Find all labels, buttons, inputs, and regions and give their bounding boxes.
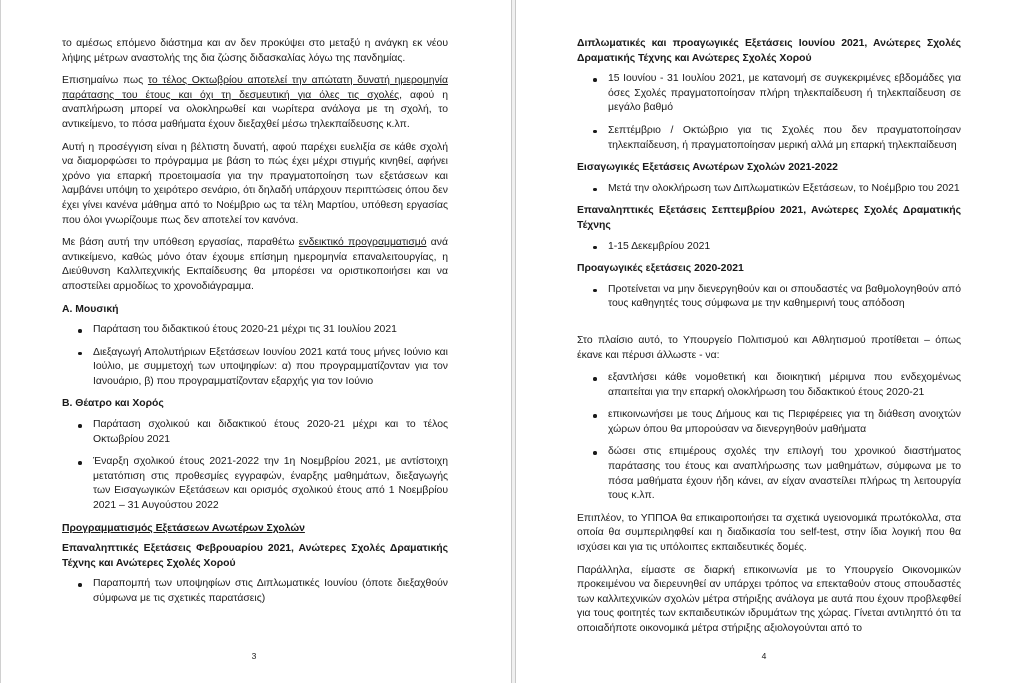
paragraph-text: ανά αντικείμενο, καθώς μόνο όταν έχουμε επίσημη ημερομηνία επαναλειτουργίας, η Διεύθυνση Καλλιτεχνικής Εκπαίδευσης θα μπορέσει να οριστικοποιήσει και να αποστείλει αρμοδίως το χρονοδιάγραμμα. bbox=[62, 237, 448, 292]
bullet-list bbox=[577, 182, 961, 197]
document-page-4 bbox=[516, 0, 1024, 683]
list-item: 15 Ιουνίου - 31 Ιουλίου 2021, με κατανομή σε συγκεκριμένες εβδομάδες για όσες Σχολές πραγματοποίησαν πλήρη τηλεκπαίδευση ή τηλεκπαίδευση σε μεγάλο βαθμό bbox=[608, 72, 961, 116]
bullet-list bbox=[577, 371, 961, 504]
underlined-text: το τέλος Οκτωβρίου αποτελεί την απώτατη δυνατή ημερομηνία παράτασης του έτους και όχι τη δεσμευτική για όλες τις σχολές bbox=[62, 75, 448, 101]
blank-line bbox=[577, 320, 961, 334]
list-item: Παράταση του διδακτικού έτους 2020-21 μέχρι τις 31 Ιουλίου 2021 bbox=[93, 323, 448, 338]
list-item: 1-15 Δεκεμβρίου 2021 bbox=[608, 240, 961, 255]
subsection-heading: Προαγωγικές εξετάσεις 2020-2021 bbox=[577, 263, 744, 275]
section-heading: Προγραμματισμός Εξετάσεων Ανωτέρων Σχολών bbox=[62, 522, 305, 534]
section-heading: Β. Θέατρο και Χορός bbox=[62, 398, 164, 410]
page-body bbox=[62, 37, 448, 615]
bullet-list bbox=[577, 240, 961, 255]
paragraph: Στο πλαίσιο αυτό, το Υπουργείο Πολιτισμού και Αθλητισμού προτίθεται – όπως έκανε και πέρυσι άλλωστε - να: bbox=[577, 334, 961, 361]
subsection-heading: Επαναληπτικές Εξετάσεις Σεπτεμβρίου 2021, Ανώτερες Σχολές Δραματικής Τέχνης bbox=[577, 205, 961, 231]
document-page-3 bbox=[0, 0, 511, 683]
paragraph bbox=[62, 236, 448, 294]
list-item: Παράταση σχολικού και διδακτικού έτους 2020-21 μέχρι και το τέλος Οκτωβρίου 2021 bbox=[93, 418, 448, 447]
list-item: εξαντλήσει κάθε νομοθετική και διοικητική μέριμνα που ενδεχομένως απαιτείται για την επαρκή ολοκλήρωση του διδακτικού έτους 2020-21 bbox=[608, 371, 961, 400]
section-heading: Α. Μουσική bbox=[62, 303, 119, 315]
page-number: 3 bbox=[251, 651, 257, 661]
paragraph-text: το αμέσως επόμενο διάστημα και αν δεν προκύψει στο μεταξύ η ανάγκη εκ νέου λήψης μέτρων αναστολής της δια ζώσης διδασκαλίας λόγω της πανδημίας. bbox=[62, 38, 448, 64]
bullet-list bbox=[62, 418, 448, 514]
list-item: Έναρξη σχολικού έτους 2021-2022 την 1η Νοεμβρίου 2021, με αντίστοιχη μετατόπιση στις προθεσμίες εγγραφών, έναρξης μαθημάτων, διεξαγωγής των Εισαγωγικών Εξετάσεων και ορισμός σχολικού έτους από 1 Νοεμβρίου 2021 – 31 Αυγούστου 2022 bbox=[93, 455, 448, 513]
bullet-list bbox=[577, 72, 961, 153]
subsection-heading: Εισαγωγικές Εξετάσεις Ανωτέρων Σχολών 2021-2022 bbox=[577, 162, 838, 174]
subsection-heading: Επαναληπτικές Εξετάσεις Φεβρουαρίου 2021, Ανώτερες Σχολές Δραματικής Τέχνης και Ανώτερες Σχολές Χορού bbox=[62, 543, 448, 569]
bullet-list bbox=[62, 323, 448, 389]
list-item: Διεξαγωγή Απολυτήριων Εξετάσεων Ιουνίου 2021 κατά τους μήνες Ιούνιο και Ιούλιο, με συμμετοχή των υποψηφίων: α) που προγραμματίζονταν για τον Ιανουάριο, β) που προγραμματίζονταν εξαρχής για τον Ιούνιο bbox=[93, 346, 448, 390]
paragraph-text: Αυτή η προσέγγιση είναι η βέλτιστη δυνατή, αφού παρέχει ευελιξία σε κάθε σχολή να διαμορφώσει το πρόγραμμα με βάση το πώς έχει μέχρι στιγμής κινηθεί, αφήνει χρόνο για επαρκή προετοιμασία για την πραγματοποίηση των εξετάσεων και λαμβάνει υπόψη το χειρότερο σενάριο, ότι δηλαδή υπάρχουν περιπτώσεις όπου δεν έχει γίνει κανένα μάθημα από το Νοέμβριο ως τα τέλη Μαρτίου, υπόθεση εργασίας που όλοι γνωρίζουμε πως δεν αποτελεί τον κανόνα. bbox=[62, 141, 448, 226]
paragraph-text: Επισημαίνω πως bbox=[62, 75, 148, 87]
paragraph-text: , αφού η αναπλήρωση μπορεί να ολοκληρωθεί και νωρίτερα ανάλογα με τη σχολή, το αντικείμενο, το πόσα μαθήματα έχουν διεξαχθεί μέσω τηλεκπαίδευσης κ.λπ. bbox=[62, 89, 448, 130]
list-item: Σεπτέμβριο / Οκτώβριο για τις Σχολές που δεν πραγματοποίησαν τηλεκπαίδευση, ή πραγματοποίησαν μερική αλλά μη επαρκή τηλεκπαίδευση bbox=[608, 124, 961, 153]
list-item: Προτείνεται να μην διενεργηθούν και οι σπουδαστές να βαθμολογηθούν από τους καθηγητές τους σύμφωνα με την καθημερινή τους απόδοση bbox=[608, 283, 961, 312]
page-body bbox=[577, 37, 961, 645]
paragraph bbox=[62, 141, 448, 229]
page-number: 4 bbox=[761, 651, 767, 661]
subsection-heading: Διπλωματικές και προαγωγικές Εξετάσεις Ιουνίου 2021, Ανώτερες Σχολές Δραματικής Τέχνης και Ανώτερες Σχολές Χορού bbox=[577, 38, 961, 64]
paragraph bbox=[62, 74, 448, 132]
paragraph bbox=[62, 37, 448, 66]
bullet-list bbox=[62, 577, 448, 606]
bullet-list bbox=[577, 283, 961, 312]
list-item: επικοινωνήσει με τους Δήμους και τις Περιφέρειες για τη διάθεση ανοιχτών χώρων όπου θα μπορούσαν να διενεργηθούν μαθήματα bbox=[608, 408, 961, 437]
underlined-text: ενδεικτικό προγραμματισμό bbox=[298, 237, 427, 249]
paragraph-text: Με βάση αυτή την υπόθεση εργασίας, παραθέτω bbox=[62, 237, 299, 249]
list-item: Μετά την ολοκλήρωση των Διπλωματικών Εξετάσεων, το Νοέμβριο του 2021 bbox=[608, 182, 961, 197]
paragraph: Επιπλέον, το ΥΠΠΟΑ θα επικαιροποιήσει τα σχετικά υγειονομικά πρωτόκολλα, στα οποία θα συμπεριληφθεί και η διαδικασία του self-test, στην ίδια λογική που θα ισχύσει και για τις υπόλοιπες εκπαιδευτικές δομές. bbox=[577, 512, 961, 554]
paragraph: Παράλληλα, είμαστε σε διαρκή επικοινωνία με το Υπουργείο Οικονομικών προκειμένου να διερευνηθεί αν υπάρχει τρόπος να επεκταθούν στους σπουδαστές των καλλιτεχνικών σχολών μέτρα στήριξης ανάλογα με αυτά που έχουν προβλεφθεί για τους φοιτητές των εκπαιδευτικών ιδρυμάτων της χώρας. Γίνεται αντιληπτό ότι τα οποιαδήποτε οικονομικά μέτρα στήριξης αξιολογούνται από το bbox=[577, 564, 961, 634]
list-item: Παραπομπή των υποψηφίων στις Διπλωματικές Ιουνίου (όποτε διεξαχθούν σύμφωνα με τις σχετικές παρατάσεις) bbox=[93, 577, 448, 606]
list-item: δώσει στις επιμέρους σχολές την επιλογή του χρονικού διαστήματος παράτασης του έτους και αναπλήρωσης των μαθημάτων, σύμφωνα με το πόσα μαθήματα έχουν ήδη κάνει, αν είχαν αναστείλει πλήρως τη λειτουργία τους κ.λπ. bbox=[608, 445, 961, 503]
